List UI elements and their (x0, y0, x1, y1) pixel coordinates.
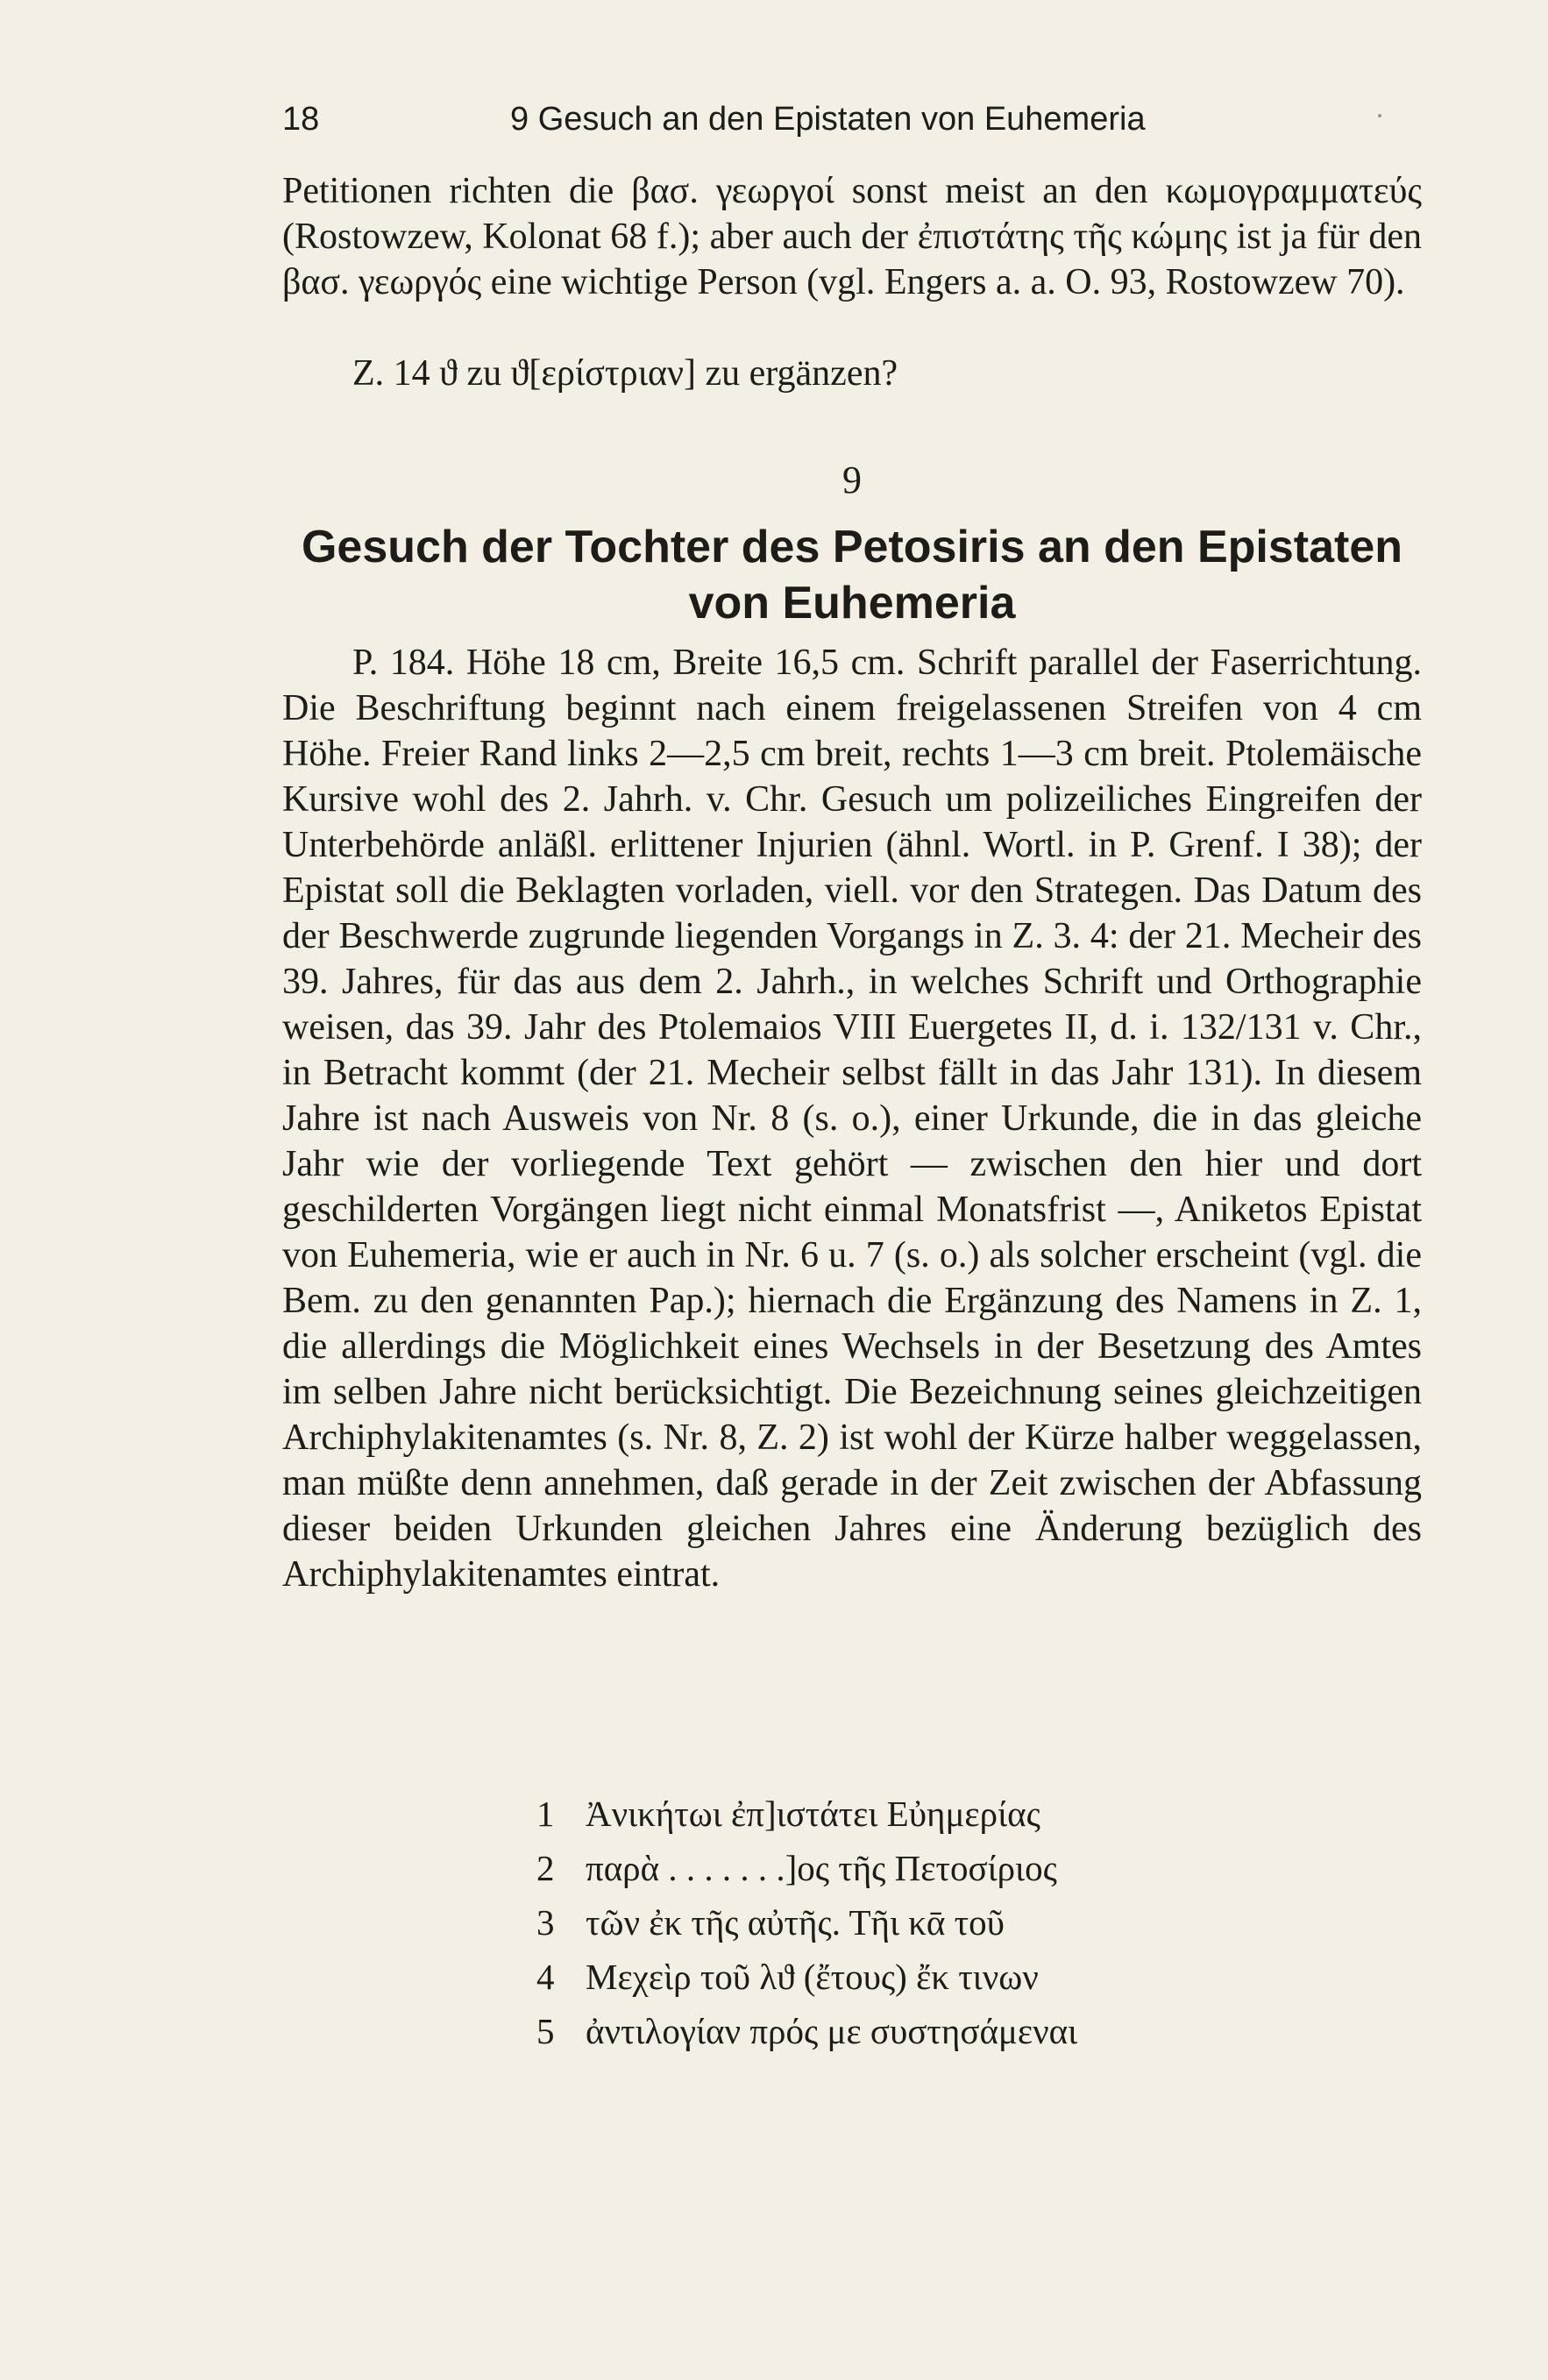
document-number: 9 (842, 458, 862, 501)
greek-line-text: τῶν ἐκ τῆς αὐτῆς. Τῆι κᾱ τοῦ (586, 1902, 1005, 1943)
running-title: 9 Gesuch an den Epistaten von Euhemeria (510, 101, 1146, 138)
greek-line-text: παρὰ . . . . . . .]ος τῆς Πετοσίριος (586, 1848, 1057, 1888)
greek-line (536, 1950, 1413, 2004)
previous-paragraph: Petitionen richten die βασ. γεωργοί sonst meist an den κωμογραμματεύς (Rostowzew, Kolonat 68 f.); aber auch der ἐπιστάτης τῆς κώμης ist ja für den βασ. γεωργός eine wichtige Person (vgl. Engers a. a. O. 93, Rostowzew 70). (282, 171, 1422, 302)
margin-speck (1378, 114, 1381, 117)
greek-line-text: Μεχεὶρ τοῦ λϑ (ἔτους) ἔκ τινων (586, 1957, 1039, 1997)
line-note: Z. 14 ϑ zu ϑ[ερίστριαν] zu ergänzen? (352, 353, 898, 394)
page-number: 18 (282, 101, 320, 138)
line-number: 5 (536, 2011, 555, 2051)
line-number: 4 (536, 1957, 555, 1997)
greek-text (536, 1787, 1413, 2058)
running-head (282, 95, 1422, 144)
greek-line-text: ἀντιλογίαν πρός με συστησάμεναι (586, 2011, 1078, 2051)
description-paragraph: P. 184. Höhe 18 cm, Breite 16,5 cm. Schrift parallel der Faserrichtung. Die Beschriftung beginnt nach einem freigelassenen Streifen von 4 cm Höhe. Freier Rand links 2—2,5 cm breit, rechts 1—3 cm breit. Ptolemäische Kursive wohl des 2. Jahrh. v. Chr. Gesuch um polizeiliches Eingreifen der Unterbehörde anläßl. erlittener Injurien (ähnl. Wortl. in P. Grenf. I 38); der Epistat soll die Beklagten vorladen, viell. vor den Strategen. Das Datum des der Beschwerde zugrunde liegenden Vorgangs in Z. 3. 4: der 21. Mecheir des 39. Jahres, für das aus dem 2. Jahrh., in welches Schrift und Orthographie weisen, das 39. Jahr des Ptolemaios VIII Euergetes II, d. i. 132/131 v. Chr., in Betracht kommt (der 21. Mecheir selbst fällt in das Jahr 131). In diesem Jahre ist nach Ausweis von Nr. 8 (s. o.), einer Urkunde, die in das gleiche Jahr wie der vorliegende Text gehört — zwischen den hier und dort geschilderten Vorgängen liegt nicht einmal Monatsfrist —, Aniketos Epistat von Euhemeria, wie er auch in Nr. 6 u. 7 (s. o.) als solcher erscheint (vgl. die Bem. zu den genannten Pap.); hiernach die Ergänzung des Namens in Z. 1, die allerdings die Möglichkeit eines Wechsels in der Besetzung des Amtes im selben Jahre nicht berücksichtigt. Die Bezeichnung seines gleichzeitigen Archiphylakitenamtes (s. Nr. 8, Z. 2) ist wohl der Kürze halber weggelassen, man müßte denn annehmen, daß gerade in der Zeit zwischen der Abfassung dieser beiden Urkunden gleichen Jahres eine Änderung bezüglich des Archiphylakitenamtes eintrat. (282, 643, 1422, 1595)
greek-line (536, 1787, 1413, 1841)
greek-line (536, 1895, 1413, 1950)
document-title-line-1: Gesuch der Tochter des Petosiris an den Epistaten (301, 522, 1403, 572)
line-number: 2 (536, 1848, 555, 1888)
document-title (282, 519, 1422, 631)
greek-line-text: Ἀνικήτωι ἐπ]ιστάτει Εὐημερίας (586, 1794, 1040, 1834)
document-description (282, 640, 1422, 1597)
previous-commentary (282, 168, 1422, 305)
greek-line (536, 2004, 1413, 2058)
greek-line (536, 1841, 1413, 1895)
line-number: 3 (536, 1902, 555, 1943)
document-title-line-2: von Euhemeria (688, 578, 1016, 629)
line-number: 1 (536, 1794, 555, 1834)
